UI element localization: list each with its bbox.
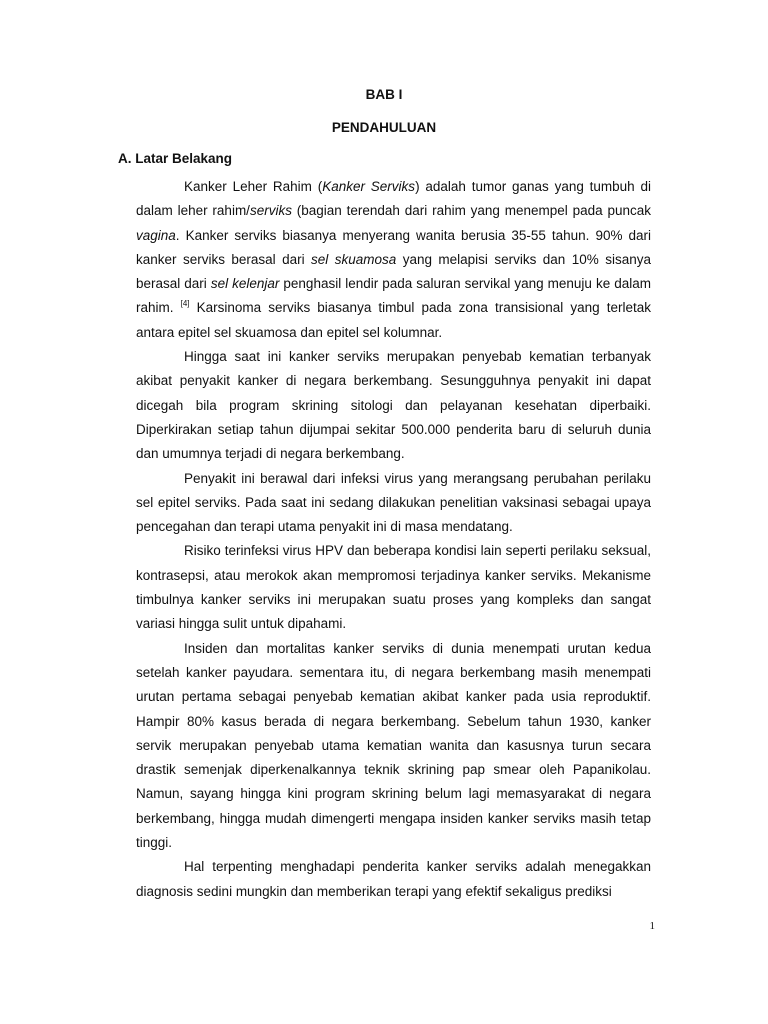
paragraph-1 bbox=[136, 175, 651, 345]
text-run: penghasil lendir pada saluran servikal yang menuju ke dalam rahim. bbox=[136, 276, 651, 316]
italic-term: sel kelenjar bbox=[210, 276, 280, 292]
page-number: 1 bbox=[649, 920, 655, 932]
body-text bbox=[136, 175, 651, 904]
text-run: yang melapisi serviks dan 10% sisanya berasal dari bbox=[136, 251, 651, 292]
text-run: ) adalah tumor ganas yang tumbuh di dalam leher rahim/ bbox=[136, 179, 652, 219]
text-run: Karsinoma serviks biasanya timbul pada zona transisional yang terletak antara epitel sel skuamosa dan epitel sel kolumnar. bbox=[136, 300, 651, 340]
text-run: . Kanker serviks biasanya menyerang wanita berusia 35-55 tahun. 90% dari kanker serviks berasal dari bbox=[136, 227, 651, 267]
text-run: Kanker Leher Rahim ( bbox=[184, 179, 323, 194]
italic-term: Kanker Serviks bbox=[322, 179, 416, 194]
italic-term: vagina bbox=[136, 227, 176, 243]
text-run: (bagian terendah dari rahim yang menempel pada puncak bbox=[291, 203, 651, 219]
paragraph-6: Hal terpenting menghadapi penderita kanker serviks adalah menegakkan diagnosis sedini mungkin dan memberikan terapi yang efektif sekaligus prediksi bbox=[136, 859, 651, 899]
paragraph-5: Insiden dan mortalitas kanker serviks di dunia menempati urutan kedua setelah kanker payudara. sementara itu, di negara berkembang masih menempati urutan pertama sebagai penyebab kematian akibat kanker pada usia reproduktif. Hampir 80% kasus berada di negara berkembang. Sebelum tahun 1930, kanker servik merupakan penyebab utama kematian wanita dan kasusnya turun secara drastik semenjak diperkenalkannya teknik skrining pap smear oleh Papanikolau. Namun, sayang hingga kini program skrining belum lagi memasyarakat di negara berkembang, hingga mudah dimengerti mengapa insiden kanker serviks masih tetap tinggi. bbox=[136, 640, 651, 851]
citation-reference: [4] bbox=[180, 299, 190, 309]
paragraph-2: Hingga saat ini kanker serviks merupakan penyebab kematian terbanyak akibat penyakit kanker di negara berkembang. Sesungguhnya penyakit ini dapat dicegah bila program skrining sitologi dan pelayanan kesehatan diperbaiki. Diperkirakan setiap tahun dijumpai sekitar 500.000 penderita baru di seluruh dunia dan umumnya terjadi di negara berkembang. bbox=[136, 349, 651, 462]
section-heading: A. Latar Belakang bbox=[118, 151, 233, 166]
chapter-heading: BAB I bbox=[365, 87, 403, 102]
italic-term: sel skuamosa bbox=[311, 251, 397, 267]
chapter-title: PENDAHULUAN bbox=[331, 120, 437, 135]
paragraph-4: Risiko terinfeksi virus HPV dan beberapa kondisi lain seperti perilaku seksual, kontrasepsi, atau merokok akan mempromosi terjadinya kanker serviks. Mekanisme timbulnya kanker serviks ini merupakan suatu proses yang kompleks dan sangat variasi hingga sulit untuk dipahami. bbox=[136, 543, 651, 632]
paragraph-3: Penyakit ini berawal dari infeksi virus yang merangsang perubahan perilaku sel epitel serviks. Pada saat ini sedang dilakukan penelitian vaksinasi sebagai upaya pencegahan dan terapi utama penyakit ini di masa mendatang. bbox=[136, 470, 651, 535]
italic-term: serviks bbox=[249, 203, 292, 219]
